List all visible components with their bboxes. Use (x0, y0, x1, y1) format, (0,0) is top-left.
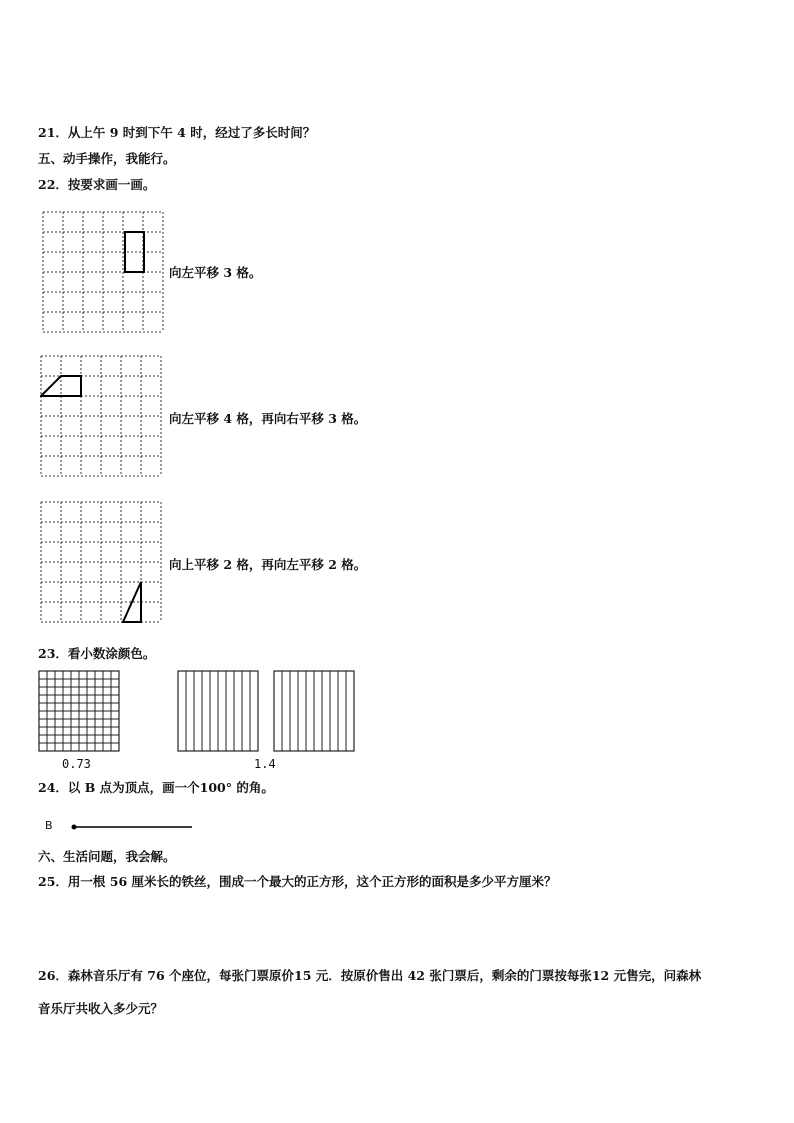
ray-from-b (70, 822, 194, 832)
decimal-label-0-73: 0.73 (62, 757, 91, 771)
grid-translate-left-3 (42, 211, 166, 335)
point-b-label: B (45, 819, 53, 832)
grid-translate-up-2-left-2 (40, 501, 164, 625)
question-22: 22．按要求画一画。 (38, 177, 156, 192)
question-21: 21．从上午 9 时到下午 4 时，经过了多长时间？ (38, 125, 316, 140)
question-23: 23．看小数涂颜色。 (38, 646, 156, 661)
hundred-square-grid (38, 670, 120, 752)
decimal-label-1-4: 1.4 (254, 757, 276, 771)
question-24: 24．以 B 点为顶点，画一个100° 的角。 (38, 780, 274, 795)
tenths-strip-grid-2 (273, 670, 355, 752)
tenths-strip-grid-1 (177, 670, 259, 752)
question-26-line1: 26．森林音乐厅有 76 个座位，每张门票原价15 元．按原价售出 42 张门票后，剩余的门票按每张12 元售完，问森林 (38, 968, 702, 983)
section-5-heading: 五、动手操作，我能行。 (38, 151, 176, 166)
question-26-line2: 音乐厅共收入多少元？ (38, 1001, 164, 1016)
question-22a-instruction: 向左平移 3 格。 (169, 265, 262, 280)
question-22b-instruction: 向左平移 4 格，再向右平移 3 格。 (169, 411, 367, 426)
question-25: 25．用一根 56 厘米长的铁丝，围成一个最大的正方形，这个正方形的面积是多少平方厘米？ (38, 874, 557, 889)
question-22c-instruction: 向上平移 2 格，再向左平移 2 格。 (169, 557, 367, 572)
grid-translate-left-4-right-3 (40, 355, 164, 479)
section-6-heading: 六、生活问题，我会解。 (38, 849, 176, 864)
